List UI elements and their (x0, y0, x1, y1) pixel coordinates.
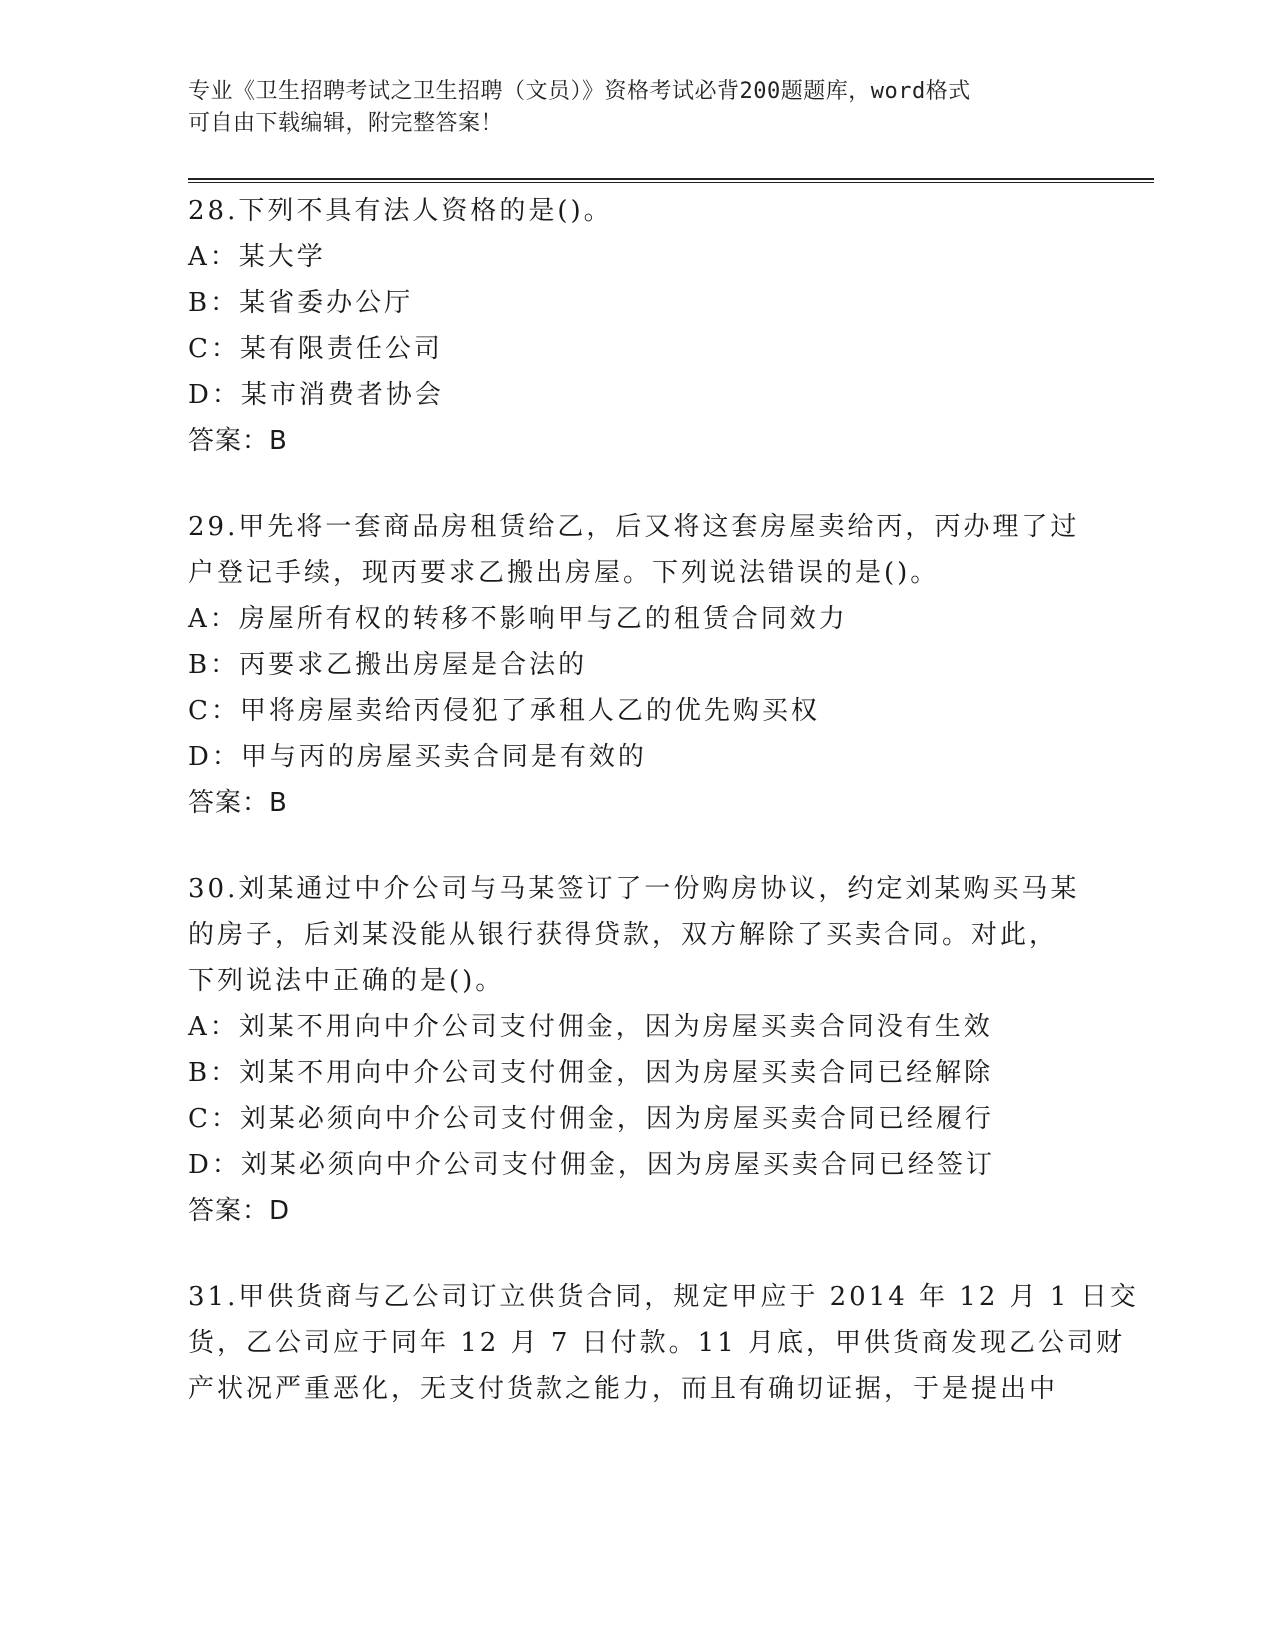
header-line-1: 专业《卫生招聘考试之卫生招聘（文员）》资格考试必背200题题库，word格式 (188, 79, 971, 104)
header-divider-thin (188, 182, 1154, 183)
option-a: A：房屋所有权的转移不影响甲与乙的租赁合同效力 (188, 604, 848, 634)
option-c: C：刘某必须向中介公司支付佣金，因为房屋买卖合同已经履行 (188, 1104, 994, 1134)
question-stem: 下列说法中正确的是()。 (188, 966, 505, 996)
option-a: A：某大学 (188, 242, 326, 272)
option-c: C：甲将房屋卖给丙侵犯了承租人乙的优先购买权 (188, 696, 820, 726)
answer: 答案：D (188, 1196, 291, 1226)
question-29 (188, 504, 1088, 826)
question-stem: 的房子，后刘某没能从银行获得贷款，双方解除了买卖合同。对此， (188, 920, 1059, 950)
question-stem: 货，乙公司应于同年 12 月 7 日付款。11 月底，甲供货商发现乙公司财 (188, 1328, 1126, 1358)
header-line-2: 可自由下载编辑，附完整答案！ (188, 111, 504, 136)
question-stem: 产状况严重恶化，无支付货款之能力，而且有确切证据，于是提出中 (188, 1374, 1059, 1404)
question-30 (188, 866, 1088, 1234)
question-stem: 30.刘某通过中介公司与马某签订了一份购房协议，约定刘某购买马某 (188, 874, 1080, 904)
option-c: C：某有限责任公司 (188, 334, 443, 364)
question-31 (188, 1274, 1139, 1412)
option-a: A：刘某不用向中介公司支付佣金，因为房屋买卖合同没有生效 (188, 1012, 993, 1042)
question-stem: 29.甲先将一套商品房租赁给乙，后又将这套房屋卖给丙，丙办理了过 (188, 512, 1080, 542)
document-header (188, 76, 1068, 140)
option-b: B：丙要求乙搬出房屋是合法的 (188, 650, 588, 680)
answer: 答案：B (188, 426, 288, 456)
option-d: D：某市消费者协会 (188, 380, 444, 410)
question-stem: 28.下列不具有法人资格的是()。 (188, 196, 613, 226)
option-b: B：刘某不用向中介公司支付佣金，因为房屋买卖合同已经解除 (188, 1058, 994, 1088)
question-stem: 户登记手续，现丙要求乙搬出房屋。下列说法错误的是()。 (188, 558, 940, 588)
option-d: D：甲与丙的房屋买卖合同是有效的 (188, 742, 647, 772)
header-divider (188, 178, 1154, 180)
question-28 (188, 188, 1088, 464)
question-stem: 31.甲供货商与乙公司订立供货合同，规定甲应于 2014 年 12 月 1 日交 (188, 1282, 1139, 1312)
option-b: B：某省委办公厅 (188, 288, 414, 318)
answer: 答案：B (188, 788, 288, 818)
question-list (188, 188, 1139, 1452)
option-d: D：刘某必须向中介公司支付佣金，因为房屋买卖合同已经签订 (188, 1150, 995, 1180)
